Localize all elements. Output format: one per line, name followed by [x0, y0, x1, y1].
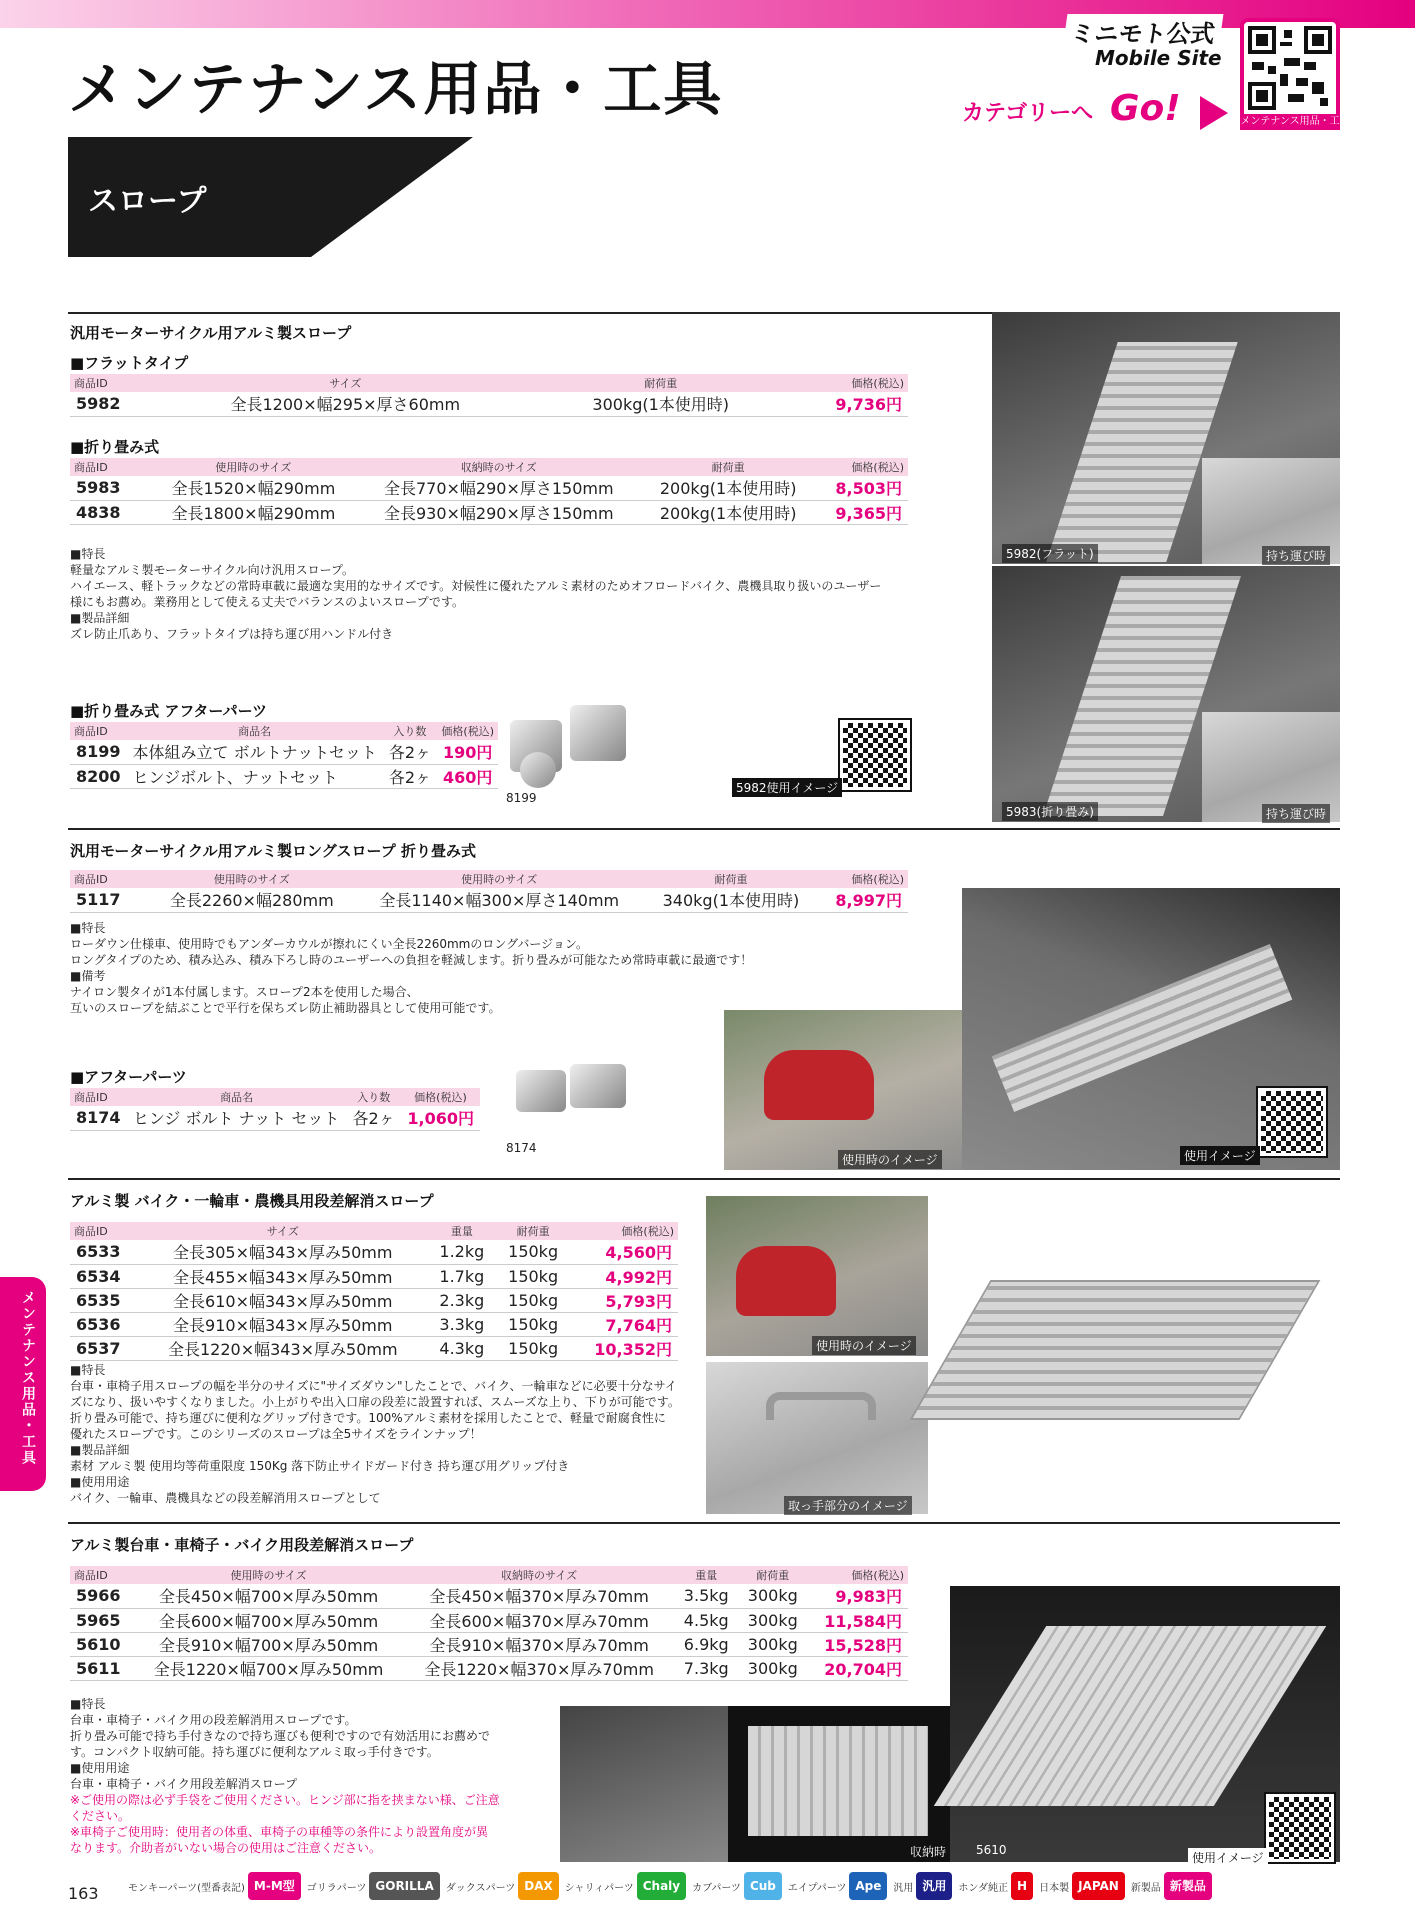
footer-legend-item	[788, 1872, 888, 1900]
table-row	[70, 500, 908, 524]
photo-caption: 持ち運び時	[1262, 804, 1330, 823]
footer-logo: GORILLA	[369, 1872, 439, 1900]
qr-caption: 5982使用イメージ	[732, 778, 842, 797]
product-id: 6536	[70, 1312, 138, 1336]
product-id: 6535	[70, 1288, 138, 1312]
product-price: 9,736円	[781, 392, 908, 416]
hinge-bolt-image	[570, 1064, 626, 1108]
qr-code-icon[interactable]	[1256, 1086, 1328, 1158]
product-load: 300kg(1本使用時)	[541, 392, 781, 416]
product-id: 6537	[70, 1336, 138, 1360]
footer-logo: Chaly	[637, 1872, 686, 1900]
footer-logo: H	[1011, 1872, 1033, 1900]
product-use-size: 全長1800×幅290mm	[150, 500, 357, 524]
table-row	[70, 392, 908, 416]
product-store-size: 全長1220×幅370×厚み70mm	[404, 1656, 675, 1680]
col-header: 商品ID	[70, 1566, 133, 1584]
product-load: 300kg	[738, 1656, 807, 1680]
product-use-size: 全長910×幅700×厚み50mm	[133, 1632, 404, 1656]
product-store-size: 全長450×幅370×厚み70mm	[404, 1584, 675, 1608]
product-load: 340kg(1本使用時)	[645, 888, 817, 912]
product-description	[70, 546, 930, 642]
product-price: 5,793円	[570, 1288, 678, 1312]
product-weight: 3.5kg	[674, 1584, 738, 1608]
desc-line: 互いのスロープを結ぶことで平行を保ちズレ防止補助器具として使用可能です。	[70, 1001, 501, 1015]
hinge-bolt-image	[516, 1070, 566, 1112]
product-id: 5117	[70, 888, 150, 912]
subsection-heading: ■アフターパーツ	[70, 1068, 187, 1086]
footer-legend-label: モンキーパーツ(型番表記)	[128, 1882, 245, 1894]
section-divider	[68, 828, 1340, 830]
qr-caption: 使用イメージ	[1180, 1146, 1260, 1165]
product-id: 5610	[70, 1632, 133, 1656]
desc-line: 台車・車椅子・バイク用の段差解消用スロープです。	[70, 1713, 357, 1727]
photo-caption: 収納時	[910, 1845, 947, 1859]
footer-legend-item	[1131, 1872, 1212, 1900]
desc-line: 台車・車椅子・バイク用段差解消スロープ	[70, 1777, 298, 1791]
page-number: 163	[68, 1884, 99, 1903]
table-row	[70, 1584, 908, 1608]
product-id: 4838	[70, 500, 150, 524]
desc-line: ズになり、扱いやすくなりました。小上がりや出入口扉の段差に設置すれば、スムーズな上り、下りが可能です。	[70, 1395, 680, 1409]
product-use-size: 全長600×幅700×厚み50mm	[133, 1608, 404, 1632]
product-use-size: 全長450×幅700×厚み50mm	[133, 1584, 404, 1608]
subsection-heading: ■フラットタイプ	[70, 354, 189, 372]
product-size: 全長610×幅343×厚み50mm	[138, 1288, 428, 1312]
product-id: 5982	[70, 392, 150, 416]
footer-logo: DAX	[518, 1872, 559, 1900]
product-id: 5965	[70, 1608, 133, 1632]
product-table-wheelchair	[70, 1566, 908, 1681]
photo-caption: 使用時のイメージ	[838, 1150, 942, 1169]
product-id: 8174	[70, 1106, 127, 1130]
col-header: 耐荷重	[738, 1566, 807, 1584]
table-row	[70, 1632, 908, 1656]
section-title: アルミ製台車・車椅子・バイク用段差解消スロープ	[70, 1536, 414, 1554]
col-header: 価格(税込)	[817, 870, 908, 888]
col-header: 商品ID	[70, 870, 150, 888]
desc-line: 折り畳み可能で、持ち運びに便利なグリップ付きです。100%アルミ素材を採用したことで、軽量で耐腐食性に	[70, 1411, 666, 1425]
product-id: 6534	[70, 1264, 138, 1288]
col-header: 耐荷重	[496, 1222, 570, 1240]
footer-legend-label: ホンダ純正	[958, 1882, 1009, 1894]
footer-logo: Ape	[849, 1872, 887, 1900]
photo-caption: 5610	[976, 1843, 1007, 1857]
product-weight: 1.2kg	[428, 1240, 496, 1264]
product-size: 全長455×幅343×厚み50mm	[138, 1264, 428, 1288]
footer-legend-item	[565, 1872, 686, 1900]
desc-line: ■使用用途	[70, 1761, 130, 1775]
photo-caption: 使用時のイメージ	[812, 1336, 916, 1355]
col-header: 使用時のサイズ	[354, 870, 645, 888]
col-header: 価格(税込)	[807, 1566, 908, 1584]
desc-line: 優れたスロープです。このシリーズのスロープは全5サイズをラインナップ！	[70, 1427, 482, 1441]
desc-line: ズレ防止爪あり、フラットタイプは持ち運び用ハンドル付き	[70, 627, 394, 641]
desc-line: ロングタイプのため、積み込み、積み下ろし時のユーザーへの負担を軽減します。折り畳みが可能なため常時車載に最適です！	[70, 953, 753, 967]
product-price: 20,704円	[807, 1656, 908, 1680]
table-row	[70, 1106, 480, 1130]
desc-line: 軽量なアルミ製モーターサイクル向け汎用スロープ。	[70, 563, 355, 577]
after-parts-table	[70, 722, 498, 789]
footer-legend-label: 日本製	[1039, 1882, 1070, 1894]
caution-line: ※車椅子ご使用時：使用者の体重、車椅子の車種等の条件により設置角度が異	[70, 1825, 489, 1839]
product-load: 300kg	[738, 1584, 807, 1608]
desc-line: ナイロン製タイが1本付属します。スロープ2本を使用した場合、	[70, 985, 419, 999]
go-arrow-icon[interactable]	[1200, 96, 1228, 130]
footer-legend-item	[307, 1872, 440, 1900]
photo-caption: 持ち運び時	[1262, 546, 1330, 565]
product-price: 9,365円	[816, 500, 908, 524]
table-row	[70, 1656, 908, 1680]
col-header: 入り数	[383, 722, 437, 740]
footer-legend-item	[128, 1872, 301, 1900]
col-header: 商品ID	[70, 374, 150, 392]
footer-legend-item	[893, 1872, 952, 1900]
product-weight: 1.7kg	[428, 1264, 496, 1288]
qr-code-icon	[1248, 26, 1332, 110]
table-row	[70, 476, 908, 500]
product-price: 8,503円	[816, 476, 908, 500]
product-price: 9,983円	[807, 1584, 908, 1608]
desc-line: ■使用用途	[70, 1475, 130, 1489]
subsection-heading: ■折り畳み式 アフターパーツ	[70, 702, 267, 720]
footer-legend-label: ダックスパーツ	[445, 1882, 516, 1894]
product-table-step	[70, 1222, 678, 1361]
subsection-heading: ■折り畳み式	[70, 438, 160, 456]
mobile-site-label: ミニモト公式	[1063, 14, 1224, 49]
table-row	[70, 1312, 678, 1336]
product-price: 11,584円	[807, 1608, 908, 1632]
product-name: ヒンジボルト、ナットセット	[127, 764, 383, 788]
photo-caption: 5983(折り畳み)	[1002, 802, 1098, 821]
col-header: 耐荷重	[641, 458, 816, 476]
product-load: 200kg(1本使用時)	[641, 476, 816, 500]
image-label: 8199	[506, 791, 537, 805]
col-header: 入り数	[346, 1088, 400, 1106]
product-load: 150kg	[496, 1264, 570, 1288]
desc-line: ■特長	[70, 921, 106, 935]
caution-line: ※ご使用の際は必ず手袋をご使用ください。ヒンジ部に指を挟まない様、ご注意	[70, 1793, 500, 1807]
qr-caption: 使用イメージ	[1188, 1848, 1268, 1867]
step-ramp-image	[910, 1280, 1321, 1420]
product-table-long	[70, 870, 908, 913]
col-header: 耐荷重	[645, 870, 817, 888]
product-load: 200kg(1本使用時)	[641, 500, 816, 524]
section-title: 汎用モーターサイクル用アルミ製スロープ	[70, 324, 352, 342]
product-weight: 3.3kg	[428, 1312, 496, 1336]
product-price: 460円	[437, 764, 498, 788]
product-load: 300kg	[738, 1632, 807, 1656]
product-store-size: 全長910×幅370×厚み70mm	[404, 1632, 675, 1656]
table-row	[70, 888, 908, 912]
product-price: 10,352円	[570, 1336, 678, 1360]
product-price: 8,997円	[817, 888, 908, 912]
col-header: 価格(税込)	[570, 1222, 678, 1240]
product-price: 15,528円	[807, 1632, 908, 1656]
product-price: 1,060円	[401, 1106, 480, 1130]
col-header: 価格(税込)	[816, 458, 908, 476]
desc-line: ■製品詳細	[70, 611, 130, 625]
handle-photo	[706, 1362, 928, 1514]
product-description	[70, 920, 770, 1016]
product-weight: 4.3kg	[428, 1336, 496, 1360]
product-use-size: 全長2260×幅280mm	[150, 888, 354, 912]
footer-legend-item	[958, 1872, 1033, 1900]
product-use-size: 全長1220×幅700×厚み50mm	[133, 1656, 404, 1680]
desc-line: 様にもお薦め。業務用として使える丈夫でバランスのよいスロープです。	[70, 595, 464, 609]
footer-logo: M-M型	[248, 1872, 301, 1900]
product-id: 5983	[70, 476, 150, 500]
desc-line: 折り畳み可能で持ち手付きなので持ち運びも便利ですので有効活用にお薦めで	[70, 1729, 491, 1743]
product-store-size: 全長1140×幅300×厚さ140mm	[354, 888, 645, 912]
product-store-size: 全長930×幅290×厚さ150mm	[357, 500, 641, 524]
category-banner-text: スロープ	[88, 184, 207, 219]
folded-ramp-photo	[728, 1706, 950, 1862]
category-link[interactable]: カテゴリーへ	[962, 101, 1094, 126]
col-header: 重量	[428, 1222, 496, 1240]
table-row	[70, 1288, 678, 1312]
product-weight: 6.9kg	[674, 1632, 738, 1656]
photo-caption: 取っ手部分のイメージ	[784, 1496, 912, 1515]
desc-line: ■製品詳細	[70, 1443, 130, 1457]
product-name: 本体組み立て ボルトナットセット	[127, 740, 383, 764]
section-title: 汎用モーターサイクル用アルミ製ロングスロープ 折り畳み式	[70, 842, 477, 860]
desc-line: ■備考	[70, 969, 106, 983]
product-load: 150kg	[496, 1288, 570, 1312]
product-load: 300kg	[738, 1608, 807, 1632]
col-header: 商品名	[127, 1088, 347, 1106]
col-header: 商品ID	[70, 1222, 138, 1240]
product-id: 5966	[70, 1584, 133, 1608]
product-store-size: 全長600×幅370×厚み70mm	[404, 1608, 675, 1632]
product-load: 150kg	[496, 1336, 570, 1360]
product-table-flat	[70, 374, 908, 417]
desc-line: バイク、一輪車、農機具などの段差解消用スロープとして	[70, 1491, 381, 1505]
col-header: 価格(税込)	[401, 1088, 480, 1106]
product-weight: 7.3kg	[674, 1656, 738, 1680]
footer-logo: 汎用	[916, 1872, 952, 1900]
product-store-size: 全長770×幅290×厚さ150mm	[357, 476, 641, 500]
footer-legend-label: エイプパーツ	[787, 1882, 847, 1894]
col-header: 商品ID	[70, 722, 127, 740]
page-title: メンテナンス用品・工具	[68, 55, 724, 123]
desc-line: ■特長	[70, 1363, 106, 1377]
footer-legend	[128, 1872, 1338, 1900]
product-description	[70, 1696, 540, 1856]
product-table-fold	[70, 458, 908, 525]
col-header: 耐荷重	[541, 374, 781, 392]
go-link[interactable]: Go!	[1110, 88, 1181, 129]
product-description	[70, 1362, 690, 1506]
product-size: 全長305×幅343×厚み50mm	[138, 1240, 428, 1264]
nut-image	[520, 752, 556, 788]
col-header: 重量	[674, 1566, 738, 1584]
product-price: 4,560円	[570, 1240, 678, 1264]
product-size: 全長1220×幅343×厚み50mm	[138, 1336, 428, 1360]
col-header: 使用時のサイズ	[150, 870, 354, 888]
after-parts-table	[70, 1088, 480, 1131]
product-id: 6533	[70, 1240, 138, 1264]
bolt-image	[570, 705, 626, 761]
usage-photo	[724, 1010, 962, 1170]
qr-code-icon[interactable]	[1264, 1792, 1336, 1864]
desc-line: 台車・車椅子用スロープの幅を半分のサイズに"サイズダウン"したことで、バイク、一輪車などに必要十分なサイ	[70, 1379, 677, 1393]
footer-legend-label: 新製品	[1130, 1882, 1161, 1894]
table-row	[70, 764, 498, 788]
product-id: 5611	[70, 1656, 133, 1680]
footer-legend-item	[692, 1872, 782, 1900]
desc-line: ローダウン仕様車、使用時でもアンダーカウルが擦れにくい全長2260mmのロングバージョン。	[70, 937, 588, 951]
col-header: 収納時のサイズ	[357, 458, 641, 476]
qr-code-icon[interactable]	[838, 718, 912, 792]
image-label: 8174	[506, 1141, 537, 1155]
col-header: 収納時のサイズ	[404, 1566, 675, 1584]
footer-logo: 新製品	[1164, 1872, 1212, 1900]
table-row	[70, 1608, 908, 1632]
footer-logo: JAPAN	[1072, 1872, 1125, 1900]
side-tab-label: メンテナンス用品・工具	[20, 1290, 36, 1466]
table-row	[70, 1240, 678, 1264]
desc-line: 素材 アルミ製 使用均等荷重限度 150Kg 落下防止サイドガード付き 持ち運び用グリップ付き	[70, 1459, 570, 1473]
footer-legend-item	[446, 1872, 559, 1900]
photo-caption: 5982(フラット)	[1002, 544, 1098, 563]
product-load: 150kg	[496, 1312, 570, 1336]
product-load: 150kg	[496, 1240, 570, 1264]
col-header: 価格(税込)	[437, 722, 498, 740]
section-title: アルミ製 バイク・一輪車・農機具用段差解消スロープ	[70, 1192, 434, 1210]
desc-line: ハイエース、軽トラックなどの常時車載に最適な実用的なサイズです。対候性に優れたアルミ素材のためオフロードバイク、農機具取り扱いのユーザー	[70, 579, 882, 593]
footer-legend-label: ゴリラパーツ	[306, 1882, 367, 1894]
product-id: 8200	[70, 764, 127, 788]
table-row	[70, 1264, 678, 1288]
footer-legend-item	[1039, 1872, 1125, 1900]
product-weight: 2.3kg	[428, 1288, 496, 1312]
mobile-site-sub: Mobile Site	[1095, 46, 1222, 70]
table-row	[70, 740, 498, 764]
col-header: サイズ	[138, 1222, 428, 1240]
usage-photo	[706, 1196, 928, 1356]
desc-line: す。コンパクト収納可能。持ち運びに便利なアルミ取っ手付きです。	[70, 1745, 439, 1759]
product-size: 全長1200×幅295×厚さ60mm	[150, 392, 541, 416]
col-header: 商品ID	[70, 1088, 127, 1106]
desc-line: ■特長	[70, 1697, 106, 1711]
desc-line: ■特長	[70, 547, 106, 561]
product-weight: 4.5kg	[674, 1608, 738, 1632]
product-id: 8199	[70, 740, 127, 764]
footer-logo: Cub	[744, 1872, 782, 1900]
product-price: 190円	[437, 740, 498, 764]
table-row	[70, 1336, 678, 1360]
col-header: 使用時のサイズ	[133, 1566, 404, 1584]
product-qty: 各2ヶ	[383, 764, 437, 788]
product-name: ヒンジ ボルト ナット セット	[127, 1106, 347, 1130]
col-header: 商品名	[127, 722, 383, 740]
footer-legend-label: カブパーツ	[692, 1882, 741, 1894]
product-size: 全長910×幅343×厚み50mm	[138, 1312, 428, 1336]
mobile-qr-label: メンテナンス用品・工具	[1240, 116, 1340, 143]
product-price: 7,764円	[570, 1312, 678, 1336]
col-header: 価格(税込)	[781, 374, 908, 392]
handle-photo	[560, 1706, 730, 1862]
section-divider	[68, 1178, 1340, 1180]
footer-legend-label: 汎用	[893, 1882, 914, 1894]
col-header: 商品ID	[70, 458, 150, 476]
product-qty: 各2ヶ	[383, 740, 437, 764]
caution-line: ください。	[70, 1809, 131, 1823]
footer-legend-label: シャリィパーツ	[564, 1882, 634, 1894]
col-header: 使用時のサイズ	[150, 458, 357, 476]
col-header: サイズ	[150, 374, 541, 392]
section-divider	[68, 1522, 1340, 1524]
product-price: 4,992円	[570, 1264, 678, 1288]
product-qty: 各2ヶ	[346, 1106, 400, 1130]
product-use-size: 全長1520×幅290mm	[150, 476, 357, 500]
caution-line: なります。介助者がいない場合の使用はご注意ください。	[70, 1841, 382, 1855]
